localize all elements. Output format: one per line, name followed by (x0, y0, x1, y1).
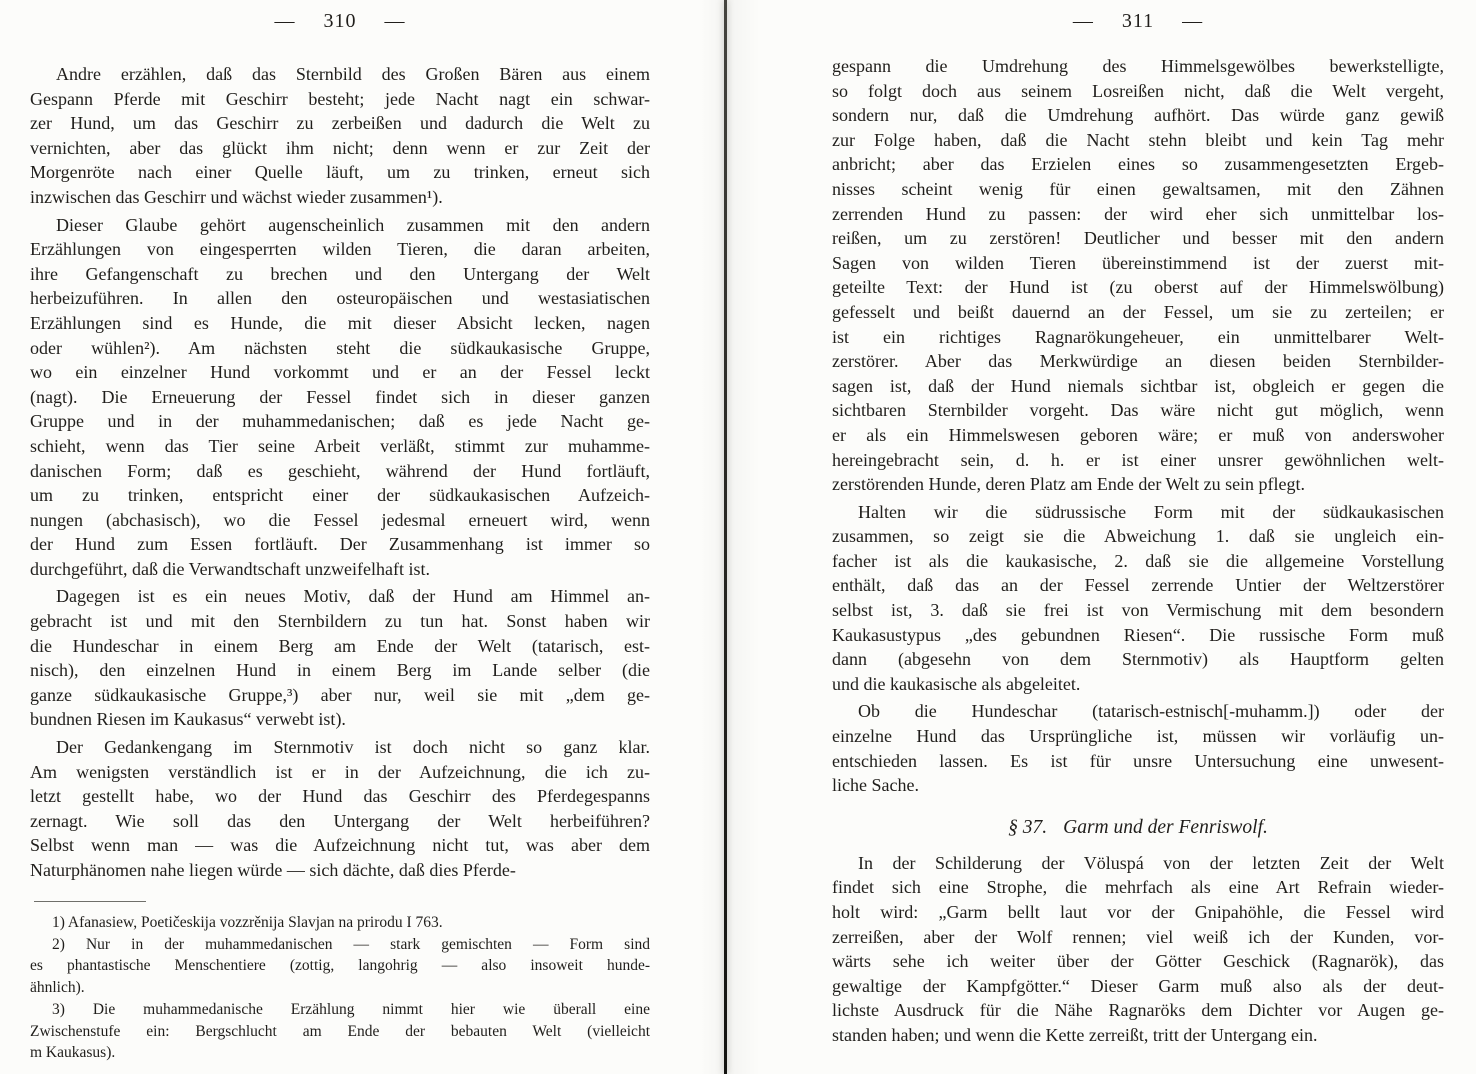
text-line: zerstörer. Aber das Merkwürdige an diesen beiden Sternbilder- (832, 351, 1444, 372)
footnote (30, 934, 650, 998)
text-line: gefesselt und beißt dauernd an der Fessel, um sie zu zerteilen; er (832, 301, 1444, 322)
text-line: facher ist als die kaukasische, 2. daß sie die allgemeine Vorstellung (832, 550, 1444, 571)
text-line: durchgeführt, daß die Verwandtschaft unzweifelhaft ist. (30, 558, 431, 579)
page-gutter-shading (700, 0, 760, 1074)
footnote-separator (34, 901, 146, 902)
section-number: § 37. (1008, 816, 1048, 838)
text-line: reißen, um zu zerstören! Deutlicher und besser mit den andern (832, 228, 1444, 249)
text-line: ganze südkaukasische Gruppe,³) aber nur, weil sie mit „dem ge- (30, 684, 650, 705)
text-line: hereingebracht sein, d. h. er ist einer unsrer gewöhnlichen welt- (832, 449, 1444, 470)
text-line: zerreißen, aber der Wolf rennen; viel weiß ich der Kunden, vor- (832, 926, 1444, 947)
text-line: (nagt). Die Erneuerung der Fessel findet sich in dieser ganzen (30, 386, 650, 407)
text-line: bundnen Riesen im Kaukasus“ verwebt ist). (30, 709, 346, 730)
text-line: Naturphänomen nahe liegen würde — sich dächte, daß dies Pferde- (30, 860, 516, 880)
paragraph (30, 735, 650, 883)
text-line: Gespann Pferde mit Geschirr besteht; jede Nacht nagt ein schwar- (30, 88, 650, 109)
text-line: holt wird: „Garm bellt laut vor der Gnipahöhle, die Fessel wird (832, 902, 1444, 922)
text-line: dann (abgesehn von dem Sternmotiv) als Hauptform gelten (832, 649, 1444, 670)
text-line: Dagegen ist es ein neues Motiv, daß der Hund am Himmel an- (56, 586, 650, 607)
footnotes-block (30, 912, 650, 1064)
text-line: inzwischen das Geschirr und wächst wieder zusammen¹). (30, 186, 443, 207)
paragraph (30, 62, 650, 210)
text-line: liche Sache. (832, 775, 919, 796)
text-line: Kaukasustypus „des gebundnen Riesen“. Die russische Form muß (832, 624, 1444, 645)
page-number-header-right: — 311 — (1072, 10, 1204, 32)
text-line: so folgt doch aus seinem Losreißen nicht, daß die Welt vergeht, (832, 80, 1444, 101)
paragraph (832, 699, 1444, 797)
text-line: nisses scheint wenig für einen gewaltsamen, mit den Zähnen (832, 178, 1444, 199)
footnote-line: ähnlich). (30, 978, 85, 996)
text-line: und die kaukasische als abgeleitet. (832, 673, 1081, 694)
text-line: danischen Form; daß es geschieht, während der Hund fortläuft, (30, 460, 650, 481)
text-line: findet sich eine Strophe, die mehrfach als eine Art Refrain wieder- (832, 877, 1444, 898)
left-page (30, 0, 650, 1064)
footnote-line: 3) Die muhammedanische Erzählung nimmt hier wie überall eine (52, 1001, 650, 1019)
text-line: sichtbaren Sternbilder vorgeht. Das wäre nicht gut möglich, wenn (832, 400, 1444, 421)
text-line: lichste Ausdruck für die Nähe Ragnaröks dem Dichter vor Augen ge- (832, 1000, 1444, 1021)
text-line: ist ein richtiges Ragnarökungeheuer, ein unmittelbarer Welt- (832, 326, 1444, 347)
text-line: Am wenigsten verständlich ist er in der Aufzeichnung, die ich zu- (30, 761, 650, 782)
text-line: Gruppe und in der muhammedanischen; daß es jede Nacht ge- (30, 411, 650, 432)
text-line: Ob die Hundeschar (tatarisch-estnisch[-muhamm.]) oder der (858, 701, 1444, 722)
text-line: standen haben; und wenn die Kette zerreißt, tritt der Untergang ein. (832, 1024, 1318, 1045)
text-line: entschieden lassen. Es ist für unsre Untersuchung eine unwesent- (832, 750, 1444, 771)
text-line: ihre Gefangenschaft zu brechen und den Untergang der Welt (30, 263, 650, 284)
footnote (30, 999, 650, 1063)
left-page-body (30, 62, 650, 883)
text-line: geteilte Text: der Hund ist (zu oberst auf der Himmelswölbung) (832, 277, 1444, 298)
text-line: nungen (abchasisch), wo die Fessel jedesmal erneuert wird, wenn (30, 509, 650, 530)
text-line: Andre erzählen, daß das Sternbild des Großen Bären aus einem (56, 64, 650, 84)
text-line: die Hundeschar in einem Berg am Ende der Welt (tatarisch, est- (30, 635, 650, 656)
text-line: herbeizuführen. In allen den osteuropäischen und westasiatischen (30, 288, 650, 309)
text-line: Sagen von wilden Tieren übereinstimmend ist der zuerst mit- (832, 252, 1444, 273)
text-line: anbricht; aber das Erzielen eines so zusammengesetzten Ergeb- (832, 154, 1444, 175)
footnote-line: 2) Nur in der muhammedanischen — stark gemischten — Form sind (52, 936, 650, 953)
text-line: Dieser Glaube gehört augenscheinlich zusammen mit den andern (56, 214, 650, 235)
paragraph (832, 500, 1444, 697)
text-line: zernagt. Wie soll das den Untergang der Welt herbeiführen? (30, 810, 650, 831)
text-line: enthält, daß das an der Fessel zerrende Untier der Weltzerstörer (832, 575, 1444, 596)
text-line: schieht, wenn das Tier seine Arbeit verläßt, stimmt zur muhamme- (30, 435, 650, 456)
text-line: er als ein Himmelswesen geboren wäre; er muß von anderswoher (832, 424, 1444, 445)
text-line: nisch), den einzelnen Hund in einem Berg im Lande selber (die (30, 660, 650, 681)
text-line: um zu trinken, entspricht einer der südkaukasischen Aufzeich- (30, 485, 650, 506)
footnote-line: Zwischenstufe ein: Bergschlucht am Ende der bebauten Welt (vielleicht (30, 1022, 650, 1040)
text-line: gewaltige der Kampfgötter.“ Dieser Garm muß also als der deut- (832, 975, 1444, 996)
text-line: gespann die Umdrehung des Himmelsgewölbes bewerkstelligte, (832, 56, 1444, 76)
text-line: zerrenden Hund zu passen: der wird eher sich unmittelbar los- (832, 203, 1444, 224)
text-line: sondern nur, daß die Umdrehung aufhört. Das würde ganz gewiß (832, 105, 1444, 126)
paragraph (30, 213, 650, 582)
text-line: In der Schilderung der Völuspá von der letzten Zeit der Welt (858, 852, 1444, 873)
text-line: Halten wir die südrussische Form mit der südkaukasischen (858, 501, 1444, 522)
section-title: Garm und der Fenriswolf. (1063, 816, 1268, 838)
text-line: wärts sehe ich weiter über der Götter Geschick (Ragnarök), das (832, 951, 1444, 972)
footnote-line: es phantastische Menschentiere (zottig, langohrig — also insoweit hunde- (30, 957, 650, 975)
text-line: letzt gestellt habe, wo der Hund das Geschirr des Pferdegespanns (30, 786, 650, 807)
text-line: Der Gedankengang im Sternmotiv ist doch nicht so ganz klar. (56, 737, 650, 758)
text-line: selbst ist, 3. daß sie frei ist von Vermischung mit dem besondern (832, 600, 1444, 621)
text-line: Erzählungen von eingesperrten wilden Tieren, die daran arbeiten, (30, 239, 650, 260)
footnote-line: m Kaukasus). (30, 1044, 116, 1062)
footnote-line: 1) Afanasiew, Poetičeskija vozzrěnija Slavjan na prirodu I 763. (52, 913, 443, 931)
page-number-header-left: — 310 — (274, 10, 406, 32)
text-line: vernichten, aber das glückt ihm nicht; denn wenn er zur Zeit der (30, 137, 650, 158)
text-line: einzelne Hund das Ursprüngliche ist, müssen wir vorläufig un- (832, 726, 1444, 747)
text-line: wo ein einzelner Hund vorkommt und er an der Fessel leckt (30, 362, 650, 383)
book-fold-line (724, 0, 727, 1074)
text-line: sagen ist, daß der Hund niemals sichtbar ist, obgleich er gegen die (832, 375, 1444, 396)
text-line: zur Folge haben, daß die Nacht stehn bleibt und kein Tag mehr (832, 129, 1444, 150)
paragraph (832, 54, 1444, 497)
text-line: zusammen, so zeigt sie die Abweichung 1. daß sie ungleich ein- (832, 526, 1444, 547)
text-line: Erzählungen sind es Hunde, die mit dieser Absicht lecken, nagen (30, 312, 650, 333)
right-page (832, 0, 1444, 1051)
text-line: der Hund zum Essen fortläuft. Der Zusammenhang ist immer so (30, 534, 650, 555)
text-line: gebracht ist und mit den Sternbildern zu tun hat. Sonst haben wir (30, 611, 650, 632)
text-line: zer Hund, um das Geschirr zu zerbeißen und dadurch die Welt zu (30, 113, 650, 134)
section-heading (832, 814, 1444, 841)
right-page-body (832, 54, 1444, 1048)
text-line: oder wühlen²). Am nächsten steht die südkaukasische Gruppe, (30, 337, 650, 358)
footnote (30, 912, 650, 933)
paragraph (30, 584, 650, 732)
text-line: zerstörenden Hunde, deren Platz am Ende der Welt zu sein pflegt. (832, 474, 1306, 495)
text-line: Morgenröte nach einer Quelle läuft, um zu trinken, erneut sich (30, 162, 650, 183)
paragraph (832, 851, 1444, 1048)
text-line: Selbst wenn man — was die Aufzeichnung nicht tut, was aber dem (30, 835, 650, 856)
